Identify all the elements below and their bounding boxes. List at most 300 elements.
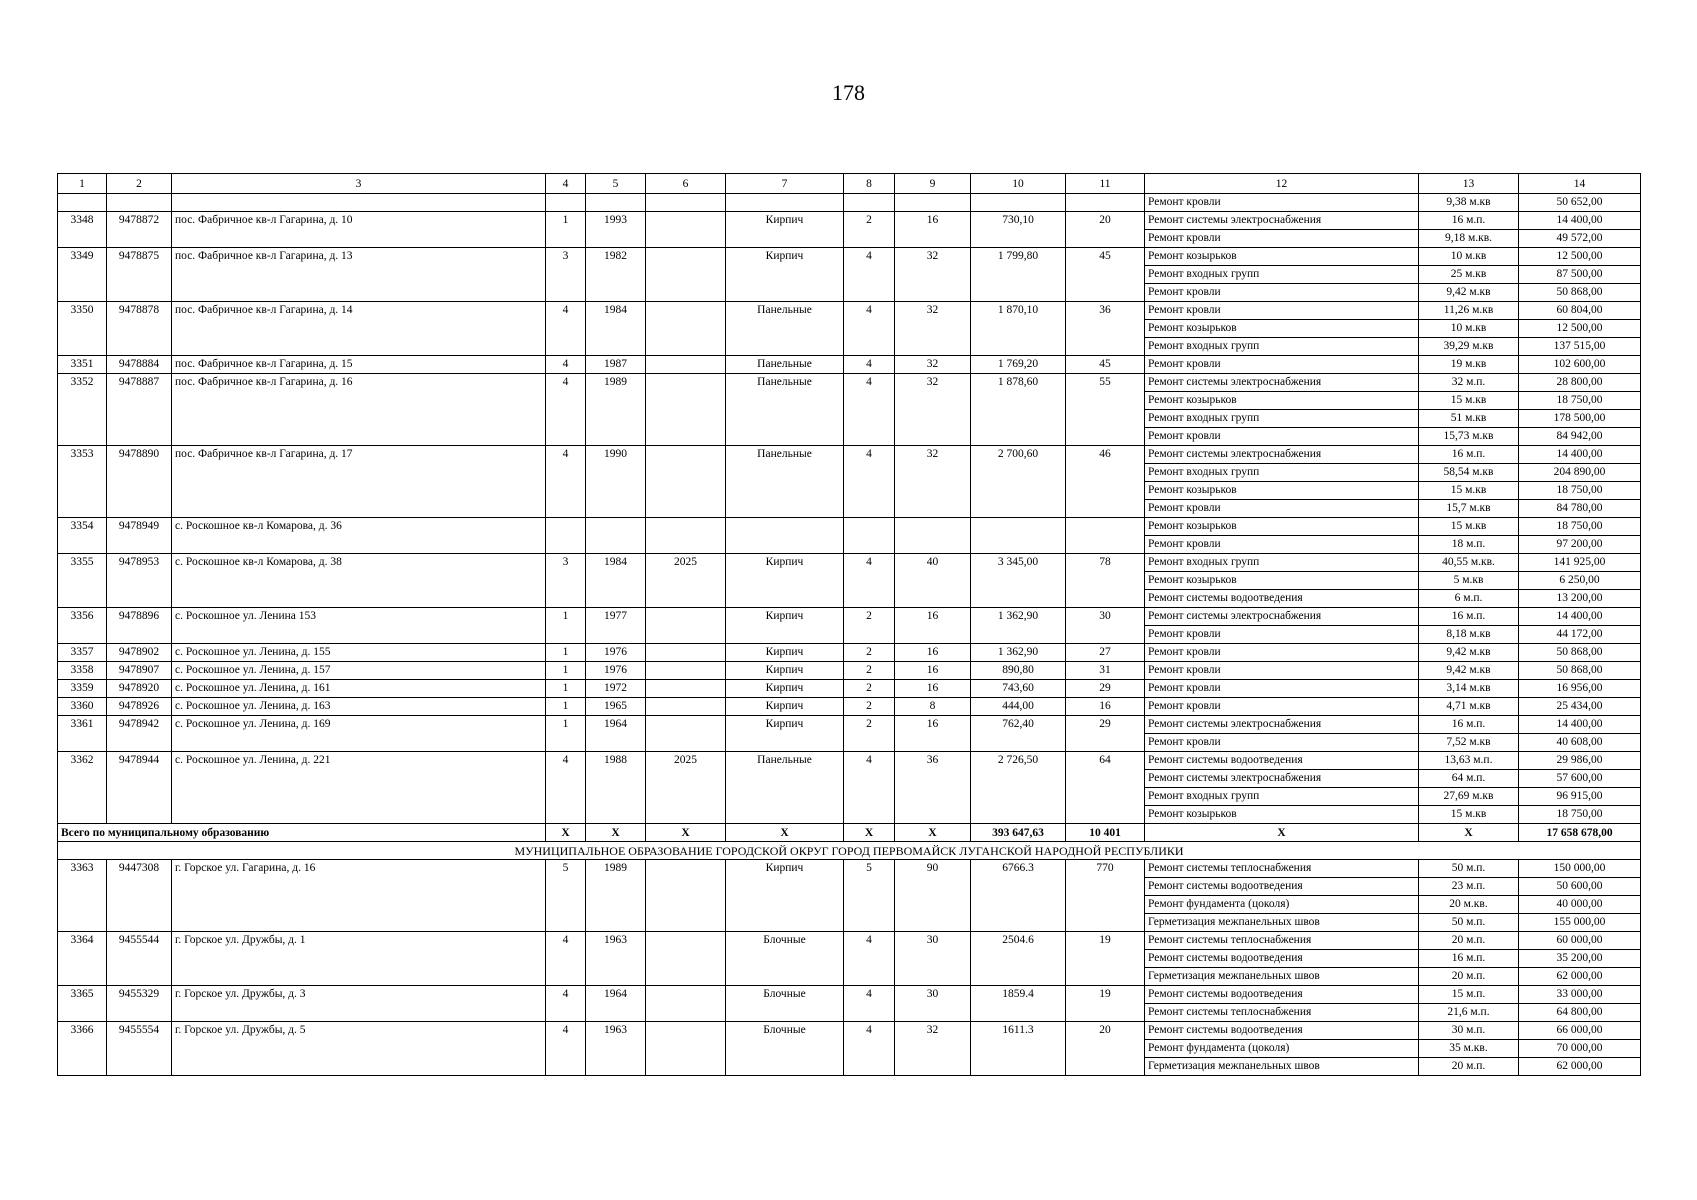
apartments: 32 <box>895 1022 971 1076</box>
col-header-11: 11 <box>1066 174 1145 194</box>
work-cost: 64 800,00 <box>1519 1004 1641 1022</box>
house-code: 9455554 <box>107 1022 172 1076</box>
house-number: 3348 <box>58 212 107 248</box>
work-cost: 29 986,00 <box>1519 752 1641 770</box>
work-cost: 87 500,00 <box>1519 266 1641 284</box>
work-quantity: 23 м.п. <box>1419 878 1519 896</box>
residents <box>1066 518 1145 554</box>
residents: 46 <box>1066 446 1145 518</box>
house-number: 3350 <box>58 302 107 356</box>
section-header-row <box>58 842 1641 860</box>
year-built: 1977 <box>586 608 646 644</box>
house-address: с. Роскошное ул. Ленина, д. 163 <box>172 698 546 716</box>
total-area: 1 878,60 <box>971 374 1066 446</box>
apartments: 40 <box>895 554 971 608</box>
house-address: пос. Фабричное кв-л Гагарина, д. 15 <box>172 356 546 374</box>
house-number: 3365 <box>58 986 107 1022</box>
total-x: X <box>895 824 971 842</box>
house-number: 3352 <box>58 374 107 446</box>
year-planned <box>646 986 726 1022</box>
house-number: 3353 <box>58 446 107 518</box>
wall-material: Блочные <box>726 932 844 986</box>
house-number: 3364 <box>58 932 107 986</box>
work-quantity: 51 м.кв <box>1419 410 1519 428</box>
total-area <box>971 194 1066 212</box>
year-planned <box>646 356 726 374</box>
residents: 19 <box>1066 986 1145 1022</box>
wall-material: Кирпич <box>726 608 844 644</box>
house-address: пос. Фабричное кв-л Гагарина, д. 13 <box>172 248 546 302</box>
work-cost: 50 652,00 <box>1519 194 1641 212</box>
total-x: X <box>1419 824 1519 842</box>
year-built <box>586 194 646 212</box>
house-address: г. Горское ул. Дружбы, д. 1 <box>172 932 546 986</box>
year-built: 1982 <box>586 248 646 302</box>
work-type: Ремонт кровли <box>1145 644 1419 662</box>
work-quantity: 25 м.кв <box>1419 266 1519 284</box>
work-type: Ремонт входных групп <box>1145 266 1419 284</box>
residents: 36 <box>1066 302 1145 356</box>
work-type: Ремонт системы водоотведения <box>1145 590 1419 608</box>
floors: 4 <box>844 302 895 356</box>
wall-material: Кирпич <box>726 662 844 680</box>
wall-material: Кирпич <box>726 698 844 716</box>
work-cost: 60 804,00 <box>1519 302 1641 320</box>
house-address: с. Роскошное ул. Ленина, д. 155 <box>172 644 546 662</box>
table-row <box>58 860 1641 878</box>
work-cost: 14 400,00 <box>1519 212 1641 230</box>
col-header-4: 4 <box>546 174 586 194</box>
work-quantity: 21,6 м.п. <box>1419 1004 1519 1022</box>
work-cost: 141 925,00 <box>1519 554 1641 572</box>
work-quantity: 15 м.кв <box>1419 806 1519 824</box>
table-row <box>58 1022 1641 1040</box>
total-x: X <box>844 824 895 842</box>
table-row <box>58 752 1641 770</box>
col-header-7: 7 <box>726 174 844 194</box>
house-address <box>172 194 546 212</box>
work-type: Ремонт системы электроснабжения <box>1145 446 1419 464</box>
work-type: Ремонт входных групп <box>1145 338 1419 356</box>
work-type: Ремонт кровли <box>1145 230 1419 248</box>
entrances: 4 <box>546 446 586 518</box>
work-cost: 49 572,00 <box>1519 230 1641 248</box>
work-cost: 62 000,00 <box>1519 968 1641 986</box>
total-area: 2 726,50 <box>971 752 1066 824</box>
house-address: г. Горское ул. Дружбы, д. 5 <box>172 1022 546 1076</box>
floors: 4 <box>844 374 895 446</box>
entrances: 5 <box>546 860 586 932</box>
year-planned <box>646 518 726 554</box>
entrances: 4 <box>546 302 586 356</box>
residents: 20 <box>1066 1022 1145 1076</box>
year-built: 1976 <box>586 644 646 662</box>
house-number: 3354 <box>58 518 107 554</box>
work-cost: 18 750,00 <box>1519 806 1641 824</box>
apartments: 32 <box>895 446 971 518</box>
table-row <box>58 986 1641 1004</box>
house-number: 3349 <box>58 248 107 302</box>
wall-material: Панельные <box>726 356 844 374</box>
work-cost: 97 200,00 <box>1519 536 1641 554</box>
house-address: г. Горское ул. Гагарина, д. 16 <box>172 860 546 932</box>
year-planned <box>646 716 726 752</box>
work-quantity: 9,42 м.кв <box>1419 662 1519 680</box>
floors: 2 <box>844 662 895 680</box>
table-row <box>58 248 1641 266</box>
work-type: Ремонт системы теплоснабжения <box>1145 860 1419 878</box>
total-x: X <box>586 824 646 842</box>
col-header-5: 5 <box>586 174 646 194</box>
work-type: Герметизация межпанельных швов <box>1145 968 1419 986</box>
house-address: г. Горское ул. Дружбы, д. 3 <box>172 986 546 1022</box>
entrances <box>546 518 586 554</box>
total-residents: 10 401 <box>1066 824 1145 842</box>
work-quantity: 16 м.п. <box>1419 950 1519 968</box>
house-address: с. Роскошное кв-л Комарова, д. 36 <box>172 518 546 554</box>
page-number: 178 <box>832 80 865 105</box>
apartments: 32 <box>895 356 971 374</box>
work-type: Ремонт кровли <box>1145 662 1419 680</box>
work-type: Ремонт козырьков <box>1145 248 1419 266</box>
floors: 2 <box>844 698 895 716</box>
year-built <box>586 518 646 554</box>
work-cost: 18 750,00 <box>1519 392 1641 410</box>
work-cost: 178 500,00 <box>1519 410 1641 428</box>
entrances: 1 <box>546 662 586 680</box>
entrances: 1 <box>546 716 586 752</box>
house-code: 9478887 <box>107 374 172 446</box>
col-header-12: 12 <box>1145 174 1419 194</box>
apartments: 16 <box>895 716 971 752</box>
col-header-14: 14 <box>1519 174 1641 194</box>
year-planned <box>646 1022 726 1076</box>
work-quantity: 8,18 м.кв <box>1419 626 1519 644</box>
total-area <box>971 518 1066 554</box>
floors: 2 <box>844 212 895 248</box>
work-type: Ремонт кровли <box>1145 734 1419 752</box>
house-code: 9478896 <box>107 608 172 644</box>
work-quantity: 16 м.п. <box>1419 608 1519 626</box>
work-quantity: 16 м.п. <box>1419 212 1519 230</box>
house-address: пос. Фабричное кв-л Гагарина, д. 17 <box>172 446 546 518</box>
col-header-1: 1 <box>58 174 107 194</box>
floors: 4 <box>844 356 895 374</box>
work-quantity: 35 м.кв. <box>1419 1040 1519 1058</box>
table-row <box>58 608 1641 626</box>
house-number: 3360 <box>58 698 107 716</box>
work-type: Ремонт системы электроснабжения <box>1145 608 1419 626</box>
table-row <box>58 932 1641 950</box>
house-address: пос. Фабричное кв-л Гагарина, д. 10 <box>172 212 546 248</box>
table-row <box>58 644 1641 662</box>
residents <box>1066 194 1145 212</box>
floors: 4 <box>844 248 895 302</box>
work-cost: 50 868,00 <box>1519 644 1641 662</box>
apartments: 30 <box>895 932 971 986</box>
work-cost: 14 400,00 <box>1519 608 1641 626</box>
floors: 4 <box>844 752 895 824</box>
residents: 30 <box>1066 608 1145 644</box>
work-cost: 137 515,00 <box>1519 338 1641 356</box>
table-row <box>58 554 1641 572</box>
table-row <box>58 662 1641 680</box>
col-header-6: 6 <box>646 174 726 194</box>
work-cost: 18 750,00 <box>1519 518 1641 536</box>
work-cost: 44 172,00 <box>1519 626 1641 644</box>
total-x: X <box>1145 824 1419 842</box>
apartments: 16 <box>895 608 971 644</box>
work-quantity: 32 м.п. <box>1419 374 1519 392</box>
year-built: 1984 <box>586 554 646 608</box>
table-row <box>58 212 1641 230</box>
work-quantity: 20 м.п. <box>1419 968 1519 986</box>
work-cost: 150 000,00 <box>1519 860 1641 878</box>
entrances: 1 <box>546 608 586 644</box>
work-type: Ремонт системы электроснабжения <box>1145 374 1419 392</box>
residents: 78 <box>1066 554 1145 608</box>
total-area: 444,00 <box>971 698 1066 716</box>
apartments <box>895 194 971 212</box>
total-area: 1 799,80 <box>971 248 1066 302</box>
total-row <box>58 824 1641 842</box>
work-cost: 12 500,00 <box>1519 320 1641 338</box>
work-type: Ремонт кровли <box>1145 428 1419 446</box>
residents: 19 <box>1066 932 1145 986</box>
apartments <box>895 518 971 554</box>
wall-material: Блочные <box>726 1022 844 1076</box>
year-planned <box>646 662 726 680</box>
work-type: Ремонт системы теплоснабжения <box>1145 932 1419 950</box>
section-title: МУНИЦИПАЛЬНОЕ ОБРАЗОВАНИЕ ГОРОДСКОЙ ОКРУГ ГОРОД ПЕРВОМАЙСК ЛУГАНСКОЙ НАРОДНОЙ РЕСПУБЛИКИ <box>58 842 1641 860</box>
entrances: 4 <box>546 1022 586 1076</box>
col-header-3: 3 <box>172 174 546 194</box>
floors: 4 <box>844 932 895 986</box>
year-built: 1963 <box>586 932 646 986</box>
work-type: Ремонт кровли <box>1145 356 1419 374</box>
total-area: 2504.6 <box>971 932 1066 986</box>
year-planned <box>646 302 726 356</box>
apartments: 8 <box>895 698 971 716</box>
residents: 31 <box>1066 662 1145 680</box>
work-quantity: 20 м.кв. <box>1419 896 1519 914</box>
wall-material: Панельные <box>726 446 844 518</box>
apartments: 32 <box>895 302 971 356</box>
work-type: Ремонт козырьков <box>1145 518 1419 536</box>
work-quantity: 19 м.кв <box>1419 356 1519 374</box>
total-area: 6766.3 <box>971 860 1066 932</box>
entrances: 3 <box>546 248 586 302</box>
year-built: 1984 <box>586 302 646 356</box>
work-cost: 66 000,00 <box>1519 1022 1641 1040</box>
work-type: Ремонт фундамента (цоколя) <box>1145 896 1419 914</box>
year-planned <box>646 644 726 662</box>
house-number: 3359 <box>58 680 107 698</box>
work-type: Ремонт системы водоотведения <box>1145 878 1419 896</box>
residents: 27 <box>1066 644 1145 662</box>
table-row <box>58 698 1641 716</box>
year-planned <box>646 248 726 302</box>
work-quantity: 58,54 м.кв <box>1419 464 1519 482</box>
house-number: 3362 <box>58 752 107 824</box>
floors: 5 <box>844 860 895 932</box>
work-quantity: 11,26 м.кв <box>1419 302 1519 320</box>
entrances: 3 <box>546 554 586 608</box>
work-cost: 60 000,00 <box>1519 932 1641 950</box>
apartments: 30 <box>895 986 971 1022</box>
work-type: Ремонт входных групп <box>1145 464 1419 482</box>
house-code: 9478949 <box>107 518 172 554</box>
work-cost: 6 250,00 <box>1519 572 1641 590</box>
house-code: 9478890 <box>107 446 172 518</box>
work-type: Ремонт кровли <box>1145 626 1419 644</box>
work-type: Ремонт системы электроснабжения <box>1145 716 1419 734</box>
total-area: 890,80 <box>971 662 1066 680</box>
house-address: пос. Фабричное кв-л Гагарина, д. 14 <box>172 302 546 356</box>
year-built: 1990 <box>586 446 646 518</box>
total-sum: 17 658 678,00 <box>1519 824 1641 842</box>
work-cost: 62 000,00 <box>1519 1058 1641 1076</box>
work-type: Ремонт системы водоотведения <box>1145 1022 1419 1040</box>
house-code: 9478872 <box>107 212 172 248</box>
entrances: 4 <box>546 986 586 1022</box>
floors: 2 <box>844 644 895 662</box>
house-number: 3355 <box>58 554 107 608</box>
apartments: 16 <box>895 212 971 248</box>
year-planned <box>646 608 726 644</box>
work-quantity: 10 м.кв <box>1419 248 1519 266</box>
apartments: 32 <box>895 248 971 302</box>
col-header-9: 9 <box>895 174 971 194</box>
entrances: 1 <box>546 212 586 248</box>
house-code: 9478902 <box>107 644 172 662</box>
year-planned <box>646 680 726 698</box>
total-area: 2 700,60 <box>971 446 1066 518</box>
wall-material <box>726 194 844 212</box>
house-code: 9478884 <box>107 356 172 374</box>
work-type: Ремонт системы водоотведения <box>1145 950 1419 968</box>
table-body-part2 <box>58 860 1641 1076</box>
work-cost: 35 200,00 <box>1519 950 1641 968</box>
col-header-10: 10 <box>971 174 1066 194</box>
entrances <box>546 194 586 212</box>
house-code: 9478878 <box>107 302 172 356</box>
work-quantity: 3,14 м.кв <box>1419 680 1519 698</box>
residents: 29 <box>1066 680 1145 698</box>
work-type: Ремонт системы водоотведения <box>1145 752 1419 770</box>
work-type: Герметизация межпанельных швов <box>1145 1058 1419 1076</box>
residents: 770 <box>1066 860 1145 932</box>
total-x: X <box>646 824 726 842</box>
year-planned: 2025 <box>646 752 726 824</box>
work-type: Ремонт кровли <box>1145 680 1419 698</box>
work-type: Ремонт системы водоотведения <box>1145 986 1419 1004</box>
work-quantity: 15 м.кв <box>1419 482 1519 500</box>
table-row <box>58 374 1641 392</box>
wall-material: Кирпич <box>726 248 844 302</box>
year-built: 1988 <box>586 752 646 824</box>
apartments: 32 <box>895 374 971 446</box>
wall-material: Кирпич <box>726 716 844 752</box>
wall-material: Кирпич <box>726 554 844 608</box>
residents: 64 <box>1066 752 1145 824</box>
residents: 45 <box>1066 248 1145 302</box>
work-quantity: 50 м.п. <box>1419 914 1519 932</box>
floors: 4 <box>844 986 895 1022</box>
house-code: 9478942 <box>107 716 172 752</box>
work-type: Ремонт системы электроснабжения <box>1145 212 1419 230</box>
house-address: с. Роскошное ул. Ленина, д. 161 <box>172 680 546 698</box>
total-x: X <box>546 824 586 842</box>
residents: 16 <box>1066 698 1145 716</box>
year-planned <box>646 212 726 248</box>
house-address: пос. Фабричное кв-л Гагарина, д. 16 <box>172 374 546 446</box>
work-quantity: 13,63 м.п. <box>1419 752 1519 770</box>
work-cost: 50 600,00 <box>1519 878 1641 896</box>
house-code: 9478926 <box>107 698 172 716</box>
work-quantity: 16 м.п. <box>1419 446 1519 464</box>
year-built: 1972 <box>586 680 646 698</box>
wall-material: Кирпич <box>726 212 844 248</box>
year-built: 1964 <box>586 986 646 1022</box>
apartments: 16 <box>895 644 971 662</box>
work-cost: 18 750,00 <box>1519 482 1641 500</box>
table-row <box>58 356 1641 374</box>
house-code: 9478875 <box>107 248 172 302</box>
year-built: 1976 <box>586 662 646 680</box>
work-type: Ремонт кровли <box>1145 536 1419 554</box>
house-code: 9478953 <box>107 554 172 608</box>
work-cost: 96 915,00 <box>1519 788 1641 806</box>
work-type: Ремонт козырьков <box>1145 572 1419 590</box>
work-type: Ремонт системы теплоснабжения <box>1145 1004 1419 1022</box>
house-code: 9478920 <box>107 680 172 698</box>
year-planned <box>646 860 726 932</box>
work-quantity: 9,18 м.кв. <box>1419 230 1519 248</box>
column-number-row <box>58 174 1641 194</box>
work-cost: 40 000,00 <box>1519 896 1641 914</box>
entrances: 4 <box>546 932 586 986</box>
floors <box>844 194 895 212</box>
work-cost: 25 434,00 <box>1519 698 1641 716</box>
house-address: с. Роскошное ул. Ленина, д. 157 <box>172 662 546 680</box>
residents: 20 <box>1066 212 1145 248</box>
year-built: 1989 <box>586 860 646 932</box>
work-cost: 40 608,00 <box>1519 734 1641 752</box>
work-quantity: 4,71 м.кв <box>1419 698 1519 716</box>
residents: 55 <box>1066 374 1145 446</box>
work-cost: 28 800,00 <box>1519 374 1641 392</box>
work-type: Ремонт входных групп <box>1145 554 1419 572</box>
year-planned <box>646 698 726 716</box>
work-cost: 84 942,00 <box>1519 428 1641 446</box>
house-number <box>58 194 107 212</box>
total-area: 1 362,90 <box>971 644 1066 662</box>
total-area: 1 362,90 <box>971 608 1066 644</box>
table-row <box>58 194 1641 212</box>
house-number: 3366 <box>58 1022 107 1076</box>
total-area: 1859.4 <box>971 986 1066 1022</box>
wall-material: Панельные <box>726 302 844 356</box>
total-label: Всего по муниципальному образованию <box>58 824 546 842</box>
work-type: Ремонт козырьков <box>1145 482 1419 500</box>
work-type: Ремонт фундамента (цоколя) <box>1145 1040 1419 1058</box>
total-area: 3 345,00 <box>971 554 1066 608</box>
apartments: 36 <box>895 752 971 824</box>
work-cost: 50 868,00 <box>1519 284 1641 302</box>
total-area: 743,60 <box>971 680 1066 698</box>
work-type: Герметизация межпанельных швов <box>1145 914 1419 932</box>
